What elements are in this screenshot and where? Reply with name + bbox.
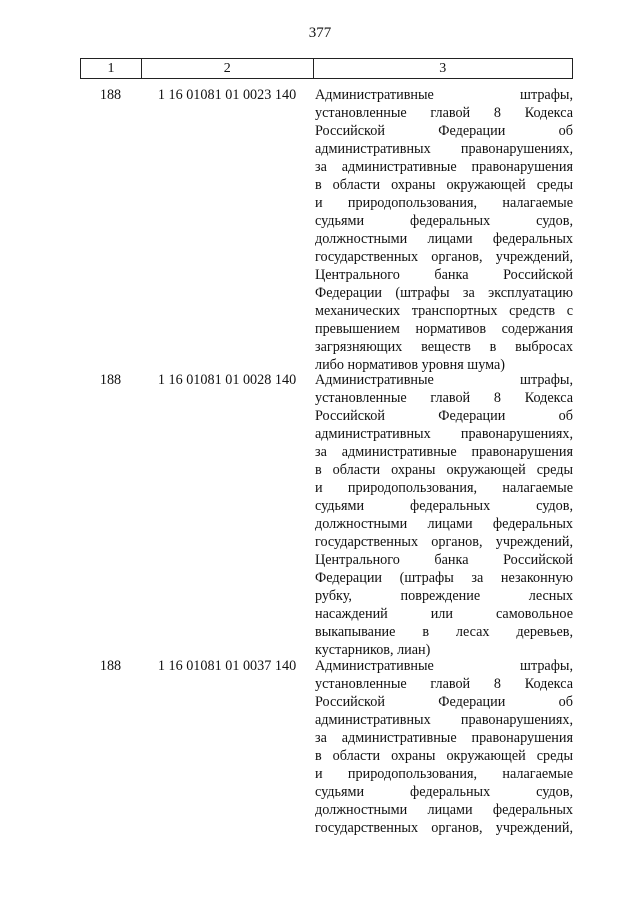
description-line: Федерации (штрафы за эксплуатацию: [315, 285, 573, 301]
description-line: административных правонарушениях,: [315, 141, 573, 157]
description-line: за административные правонарушения: [315, 159, 573, 175]
description-line: в области охраны окружающей среды: [315, 748, 573, 764]
description-line: кустарников, лиан): [315, 642, 431, 658]
classification-code: 1 16 01081 01 0037 140: [157, 658, 297, 674]
description-line: и природопользования, налагаемые: [315, 480, 573, 496]
description-line: административных правонарушениях,: [315, 712, 573, 728]
description-line: Административные штрафы,: [315, 87, 573, 103]
description-line: Административные штрафы,: [315, 658, 573, 674]
description-line: Российской Федерации об: [315, 694, 573, 710]
description: [313, 86, 573, 374]
description-line: государственных органов, учреждений,: [315, 249, 573, 265]
description-line: либо нормативов уровня шума): [315, 357, 506, 373]
page-number: 377: [308, 25, 332, 41]
table-row: [80, 371, 573, 659]
header-col-1: 1: [81, 59, 142, 78]
description: [313, 371, 573, 659]
header-col-2: 2: [142, 59, 314, 78]
description-line: загрязняющих веществ в выбросах: [315, 339, 573, 355]
description-line: установленные главой 8 Кодекса: [315, 390, 573, 406]
admin-code: 188: [99, 372, 122, 388]
admin-code: 188: [99, 87, 122, 103]
description-line: превышением нормативов содержания: [315, 321, 573, 337]
description-line: установленные главой 8 Кодекса: [315, 676, 573, 692]
description-line: судьями федеральных судов,: [315, 213, 573, 229]
classification-code: 1 16 01081 01 0023 140: [157, 87, 297, 103]
description-line: государственных органов, учреждений,: [315, 534, 573, 550]
description-line: в области охраны окружающей среды: [315, 462, 573, 478]
description-line: и природопользования, налагаемые: [315, 766, 573, 782]
description-line: должностными лицами федеральных: [315, 802, 573, 818]
table-row: [80, 86, 573, 374]
description-line: судьями федеральных судов,: [315, 784, 573, 800]
description-line: насаждений или самовольное: [315, 606, 573, 622]
description-line: и природопользования, налагаемые: [315, 195, 573, 211]
description-line: механических транспортных средств с: [315, 303, 573, 319]
description-line: установленные главой 8 Кодекса: [315, 105, 573, 121]
table-header: [80, 58, 573, 79]
header-col-3: 3: [314, 59, 573, 78]
classification-code: 1 16 01081 01 0028 140: [157, 372, 297, 388]
description-line: Российской Федерации об: [315, 408, 573, 424]
description-line: Центрального банка Российской: [315, 267, 573, 283]
description: [313, 657, 573, 837]
description-line: в области охраны окружающей среды: [315, 177, 573, 193]
description-line: Российской Федерации об: [315, 123, 573, 139]
description-line: Центрального банка Российской: [315, 552, 573, 568]
description-line: должностными лицами федеральных: [315, 516, 573, 532]
description-line: должностными лицами федеральных: [315, 231, 573, 247]
description-line: выкапывание в лесах деревьев,: [315, 624, 573, 640]
description-line: рубку, повреждение лесных: [315, 588, 573, 604]
admin-code: 188: [99, 658, 122, 674]
budget-codes-table: [80, 58, 573, 836]
description-line: Административные штрафы,: [315, 372, 573, 388]
description-line: административных правонарушениях,: [315, 426, 573, 442]
description-line: государственных органов, учреждений,: [315, 820, 573, 836]
description-line: за административные правонарушения: [315, 444, 573, 460]
description-line: судьями федеральных судов,: [315, 498, 573, 514]
table-row: [80, 657, 573, 837]
description-line: Федерации (штрафы за незаконную: [315, 570, 573, 586]
description-line: за административные правонарушения: [315, 730, 573, 746]
